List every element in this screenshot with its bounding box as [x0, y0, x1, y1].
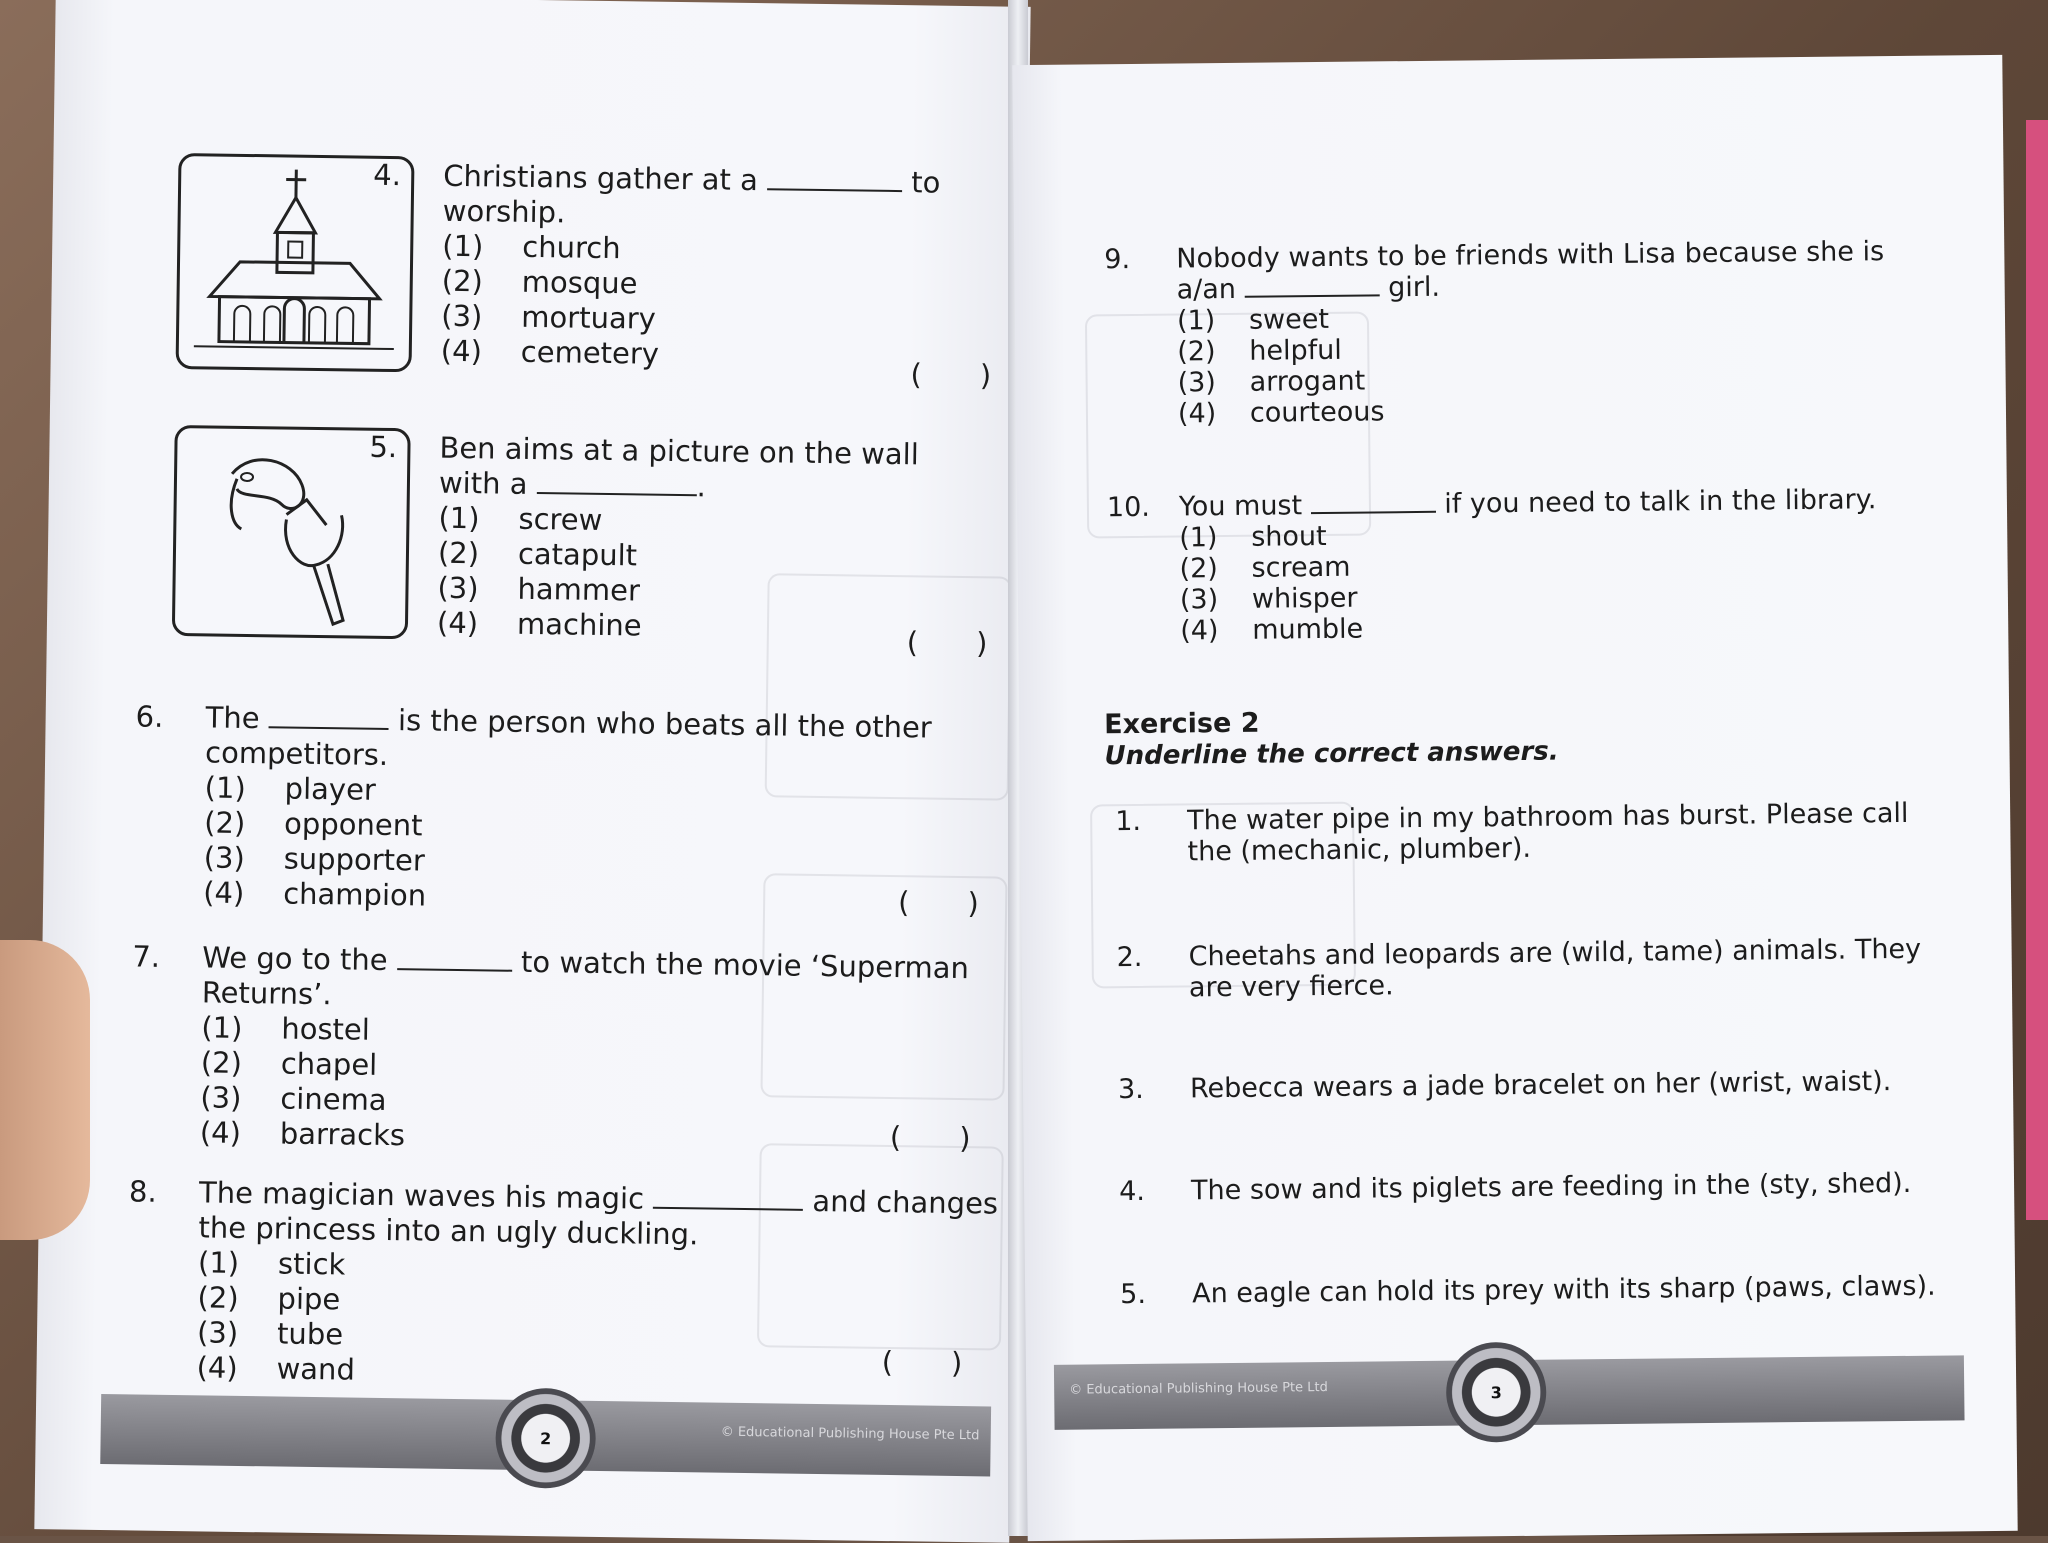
item-number: 1.	[1115, 806, 1141, 837]
question-5	[367, 430, 1010, 639]
option: (2) mosque	[442, 264, 661, 302]
option: (3) supporter	[203, 840, 426, 878]
answer-brackets[interactable]: ( )	[898, 885, 979, 920]
options-list	[441, 229, 661, 372]
option: (4) barracks	[200, 1115, 406, 1153]
exercise-item-3	[1118, 1065, 1978, 1114]
holding-thumb	[0, 940, 90, 1240]
answer-brackets[interactable]	[1781, 390, 1839, 422]
exercise-item-5	[1120, 1270, 1980, 1319]
option: (2) catapult	[438, 536, 643, 574]
option: (3) mortuary	[441, 299, 660, 337]
answer-brackets[interactable]: ( )	[882, 1345, 963, 1380]
question-stem-line2: competitors.	[205, 735, 388, 773]
options-list	[203, 770, 428, 913]
option: (1) shout	[1179, 521, 1362, 554]
option: (3) tube	[197, 1315, 356, 1352]
item-text: Rebecca wears a jade bracelet on her (wrist, waist).	[1190, 1066, 1940, 1105]
option: (3) cinema	[200, 1080, 406, 1118]
question-number: 6.	[135, 699, 163, 734]
option: (2) chapel	[201, 1045, 407, 1083]
option: (4) wand	[196, 1350, 355, 1387]
item-text: Cheetahs and leopards are (wild, tame) animals. They	[1188, 934, 1938, 973]
answer-blank[interactable]	[537, 468, 697, 496]
item-text-line2: the (mechanic, plumber).	[1187, 829, 1937, 868]
options-list	[1177, 303, 1385, 429]
options-list	[437, 501, 644, 644]
answer-brackets[interactable]: ( )	[910, 357, 991, 392]
question-stem: We go to the to watch the movie ‘Superman	[202, 940, 969, 986]
option: (1) stick	[198, 1245, 357, 1282]
left-page	[34, 0, 1030, 1543]
answer-brackets[interactable]: ( )	[907, 625, 988, 660]
question-stem-line2: a/an girl.	[1176, 267, 1926, 306]
page-number-badge	[1446, 1342, 1547, 1443]
option: (2) pipe	[197, 1280, 356, 1317]
option: (2) opponent	[204, 805, 427, 843]
option: (2) helpful	[1177, 334, 1384, 367]
answer-blank[interactable]	[1244, 272, 1379, 297]
item-text: An eagle can hold its prey with its sharp (paws, claws).	[1192, 1271, 1942, 1310]
option: (4) mumble	[1180, 614, 1363, 647]
page-number-badge	[495, 1388, 596, 1489]
item-number: 5.	[1120, 1279, 1146, 1310]
answer-blank[interactable]	[1311, 489, 1436, 514]
page-number: 2	[540, 1429, 551, 1448]
pink-book-edge	[2026, 120, 2048, 1220]
option: (3) arrogant	[1177, 365, 1384, 398]
item-number: 3.	[1118, 1074, 1144, 1105]
exercise-item-2	[1116, 933, 1977, 1012]
option: (1) player	[204, 770, 427, 808]
answer-blank[interactable]	[653, 1183, 803, 1211]
question-number: 8.	[129, 1174, 157, 1209]
item-text: The sow and its piglets are feeding in the (sty, shed).	[1191, 1168, 1941, 1207]
question-stem-line2: with a .	[439, 466, 706, 505]
question-7	[130, 939, 1003, 1151]
question-number: 9.	[1104, 244, 1130, 275]
item-number: 2.	[1116, 942, 1142, 973]
exercise-item-1	[1115, 797, 1976, 876]
question-stem: Nobody wants to be friends with Lisa because she is	[1176, 236, 1926, 275]
option: (3) hammer	[437, 571, 642, 609]
question-stem-line2: Returns’.	[202, 975, 332, 1012]
option: (2) scream	[1179, 552, 1362, 585]
question-number: 7.	[132, 939, 160, 974]
question-stem: You must if you need to talk in the library.	[1179, 484, 1929, 523]
answer-brackets[interactable]: ( )	[890, 1120, 971, 1155]
item-number: 4.	[1119, 1176, 1145, 1207]
question-4	[371, 158, 1014, 367]
question-6	[133, 699, 1006, 911]
question-stem: The is the person who beats all the other	[205, 700, 932, 745]
right-page	[1012, 55, 2017, 1541]
question-number: 10.	[1107, 492, 1150, 523]
question-8	[126, 1174, 999, 1386]
option: (1) church	[442, 229, 661, 267]
answer-blank[interactable]	[767, 164, 902, 192]
item-text: The water pipe in my bathroom has burst. Please call	[1187, 798, 1937, 837]
question-stem: The magician waves his magic and changes	[199, 1175, 999, 1221]
publisher-credit: © Educational Publishing House Pte Ltd	[1069, 1380, 1328, 1398]
option: (4) courteous	[1178, 396, 1385, 429]
option: (4) champion	[203, 875, 426, 913]
question-stem-line2: worship.	[443, 194, 566, 231]
exercise-title: Exercise 2	[1104, 708, 1260, 741]
option: (1) sweet	[1177, 303, 1384, 336]
answer-brackets[interactable]	[1783, 605, 1841, 637]
option: (1) hostel	[201, 1010, 407, 1048]
question-number: 4.	[373, 158, 401, 193]
option: (4) machine	[437, 606, 642, 644]
option: (3) whisper	[1180, 583, 1363, 616]
option: (1) screw	[438, 501, 643, 539]
question-stem-line2: the princess into an ugly duckling.	[198, 1210, 698, 1252]
options-list	[1179, 521, 1363, 647]
question-stem: Christians gather at a to	[443, 159, 941, 201]
option: (4) cemetery	[441, 334, 660, 372]
exercise-item-4	[1119, 1167, 1979, 1216]
options-list	[196, 1245, 356, 1387]
answer-blank[interactable]	[269, 702, 389, 730]
publisher-credit: © Educational Publishing House Pte Ltd	[721, 1425, 980, 1444]
question-number: 5.	[369, 430, 397, 465]
exercise-instruction: Underline the correct answers.	[1104, 737, 1558, 772]
options-list	[200, 1010, 407, 1153]
answer-blank[interactable]	[397, 944, 512, 972]
page-number: 3	[1491, 1383, 1502, 1402]
question-stem: Ben aims at a picture on the wall	[439, 431, 919, 473]
item-text-line2: are very fierce.	[1189, 965, 1939, 1004]
question-9	[1104, 235, 1966, 404]
